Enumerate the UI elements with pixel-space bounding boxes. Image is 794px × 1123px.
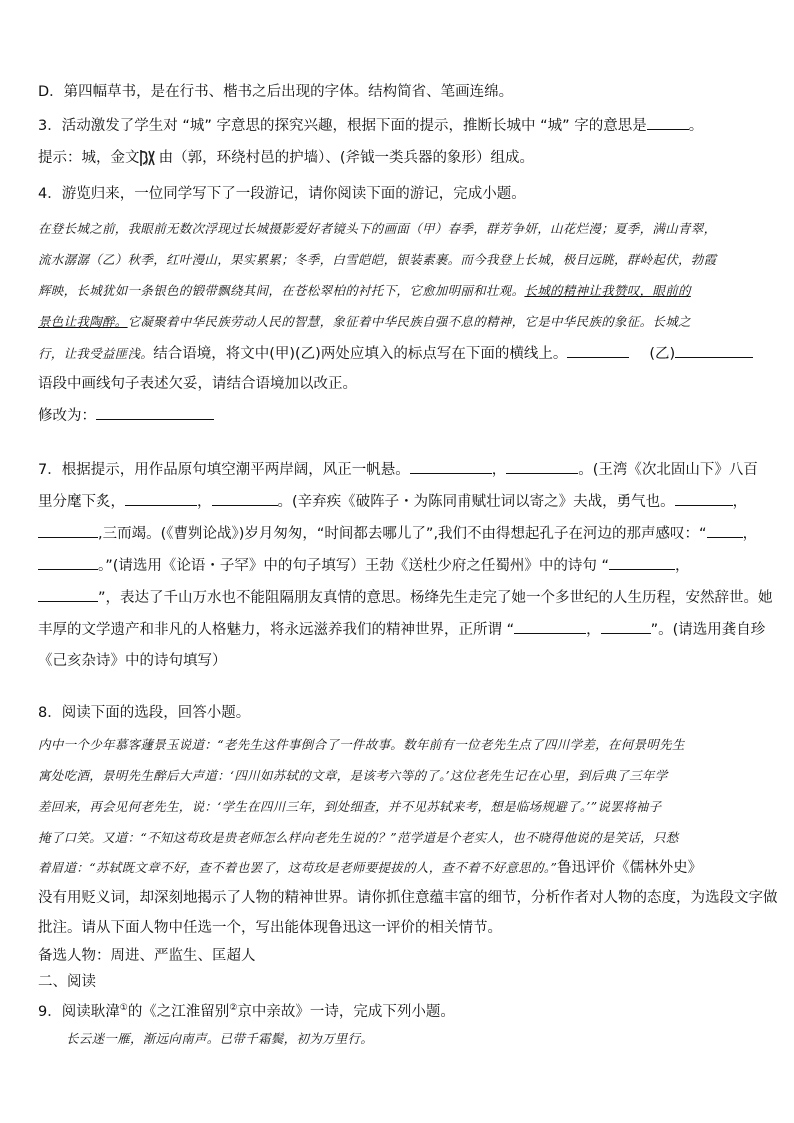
excerpt-line: 内中一个少年慕客蘧景玉说道：“老先生这件事倒合了一件故事。数年前有一位老先生点了四川学差，在何景明先生 [38, 737, 685, 752]
travel-note-line: 在登长城之前，我眼前无数次浮现过长城摄影爱好者镜头下的画面（甲）春季，群芳争妍，山花烂漫；夏季，满山青翠， [38, 221, 717, 236]
label-yi: (乙) [649, 346, 676, 362]
question-4-sub1: 结合语境，将文中(甲)(乙)两处应填入的标点写在下面的横线上。 [153, 346, 568, 362]
answer-blank[interactable] [609, 555, 675, 570]
answer-blank[interactable] [125, 491, 197, 506]
footnote-marker: ② [229, 1003, 238, 1013]
answer-blank[interactable] [601, 619, 651, 634]
poem-line: 长云迷一雁，渐远向南声。已带千霜鬓，初为万里行。 [66, 1031, 374, 1046]
question-4: 4．游览归来，一位同学写下了一段游记，请你阅读下面的游记，完成小题。 [38, 186, 526, 202]
excerpt-line: 掩了口笑。又道：“不知这苟玫是贵老师怎么样向老先生说的？”范学道是个老实人，也不晓得他说的是笑话，只愁 [38, 830, 679, 845]
revision-blank[interactable] [96, 405, 214, 420]
question-8: 8．阅读下面的选段，回答小题。 [38, 705, 251, 721]
travel-note-line [38, 281, 691, 301]
travel-note-text: 辉映，长城犹如一条银色的锻带飘绕其间，在苍松翠柏的衬托下，它愈加明丽和壮观。 [38, 283, 525, 298]
option-d-text: D．第四幅草书，是在行书、楷书之后出现的字体。结构简省、笔画连绵。 [38, 84, 514, 100]
footnote-marker: ① [119, 1003, 128, 1013]
excerpt-text: 着眉道：“苏轼既文章不好，查不着也罢了，这苟玫是老师要提拔的人，查不着不好意思的。” [38, 860, 558, 875]
answer-blank[interactable] [38, 523, 98, 538]
section-heading: 二、阅读 [38, 974, 96, 990]
underlined-sentence: 景色让我陶醉。 [38, 314, 128, 329]
travel-note-line [38, 343, 753, 364]
question-8-text: 批注。请从下面人物中任选一个，写出能体现鲁迅这一评价的相关情节。 [38, 920, 502, 936]
question-7-line [38, 491, 747, 512]
question-7-text: 。(王湾《次北固山下》八百 [578, 462, 758, 478]
candidate-characters: 备选人物：周进、严监生、匡超人 [38, 948, 256, 964]
question-9-text: 的《之江淮留别 [127, 1003, 230, 1020]
revision-line [38, 405, 214, 426]
question-8-text: 没有用贬义词，却深刻地揭示了人物的精神世界。请你抓住意蕴丰富的细节，分析作者对人物的态度，为选段文字做 [38, 890, 778, 906]
question-4-sub2: 语段中画线句子表述欠妥，请结合语境加以改正。 [38, 376, 357, 392]
answer-blank[interactable] [410, 459, 492, 474]
question-7-text: 丰厚的文学遗产和非凡的人格魅力，将永远滋养我们的精神世界，正所谓 “ [38, 622, 515, 638]
question-7-line [38, 459, 758, 480]
punctuation: ， [732, 494, 748, 510]
answer-blank[interactable] [707, 523, 743, 538]
answer-blank[interactable] [514, 619, 586, 634]
question-9-text: 京中亲故》一诗，完成下列小题。 [237, 1003, 455, 1020]
excerpt-line: 寓处吃酒，景明先生醉后大声道：‘四川如苏轼的文章，是该考六等的了。’这位老先生记在心里，到后典了三年学 [38, 768, 668, 783]
excerpt-line: 差回来，再会见何老先生，说：‘学生在四川三年，到处细查，并不见苏轼来考，想是临场规避了。’”说罢将袖子 [38, 799, 662, 814]
answer-blank-jia[interactable] [567, 343, 629, 358]
bronze-script-glyph-icon [137, 147, 157, 169]
answer-blank[interactable] [38, 587, 98, 602]
revision-label: 修改为： [38, 408, 96, 424]
question-7-line: 《己亥杂诗》中的诗句填写） [38, 653, 227, 669]
punctuation: ， [197, 494, 212, 510]
punctuation: ， [742, 526, 758, 542]
question-9 [38, 998, 455, 1022]
punctuation: 。 [688, 118, 704, 134]
punctuation: ， [491, 462, 507, 478]
question-7-text: ”，表达了千山万水也不能阻隔朋友真情的意思。杨绛先生走完了她一个多世纪的人生历程，安然辞世。她 [98, 590, 773, 606]
excerpt-line [38, 858, 702, 878]
question-7-line [38, 523, 757, 544]
question-7-text: 。(辛弃疾《破阵子・为陈同甫赋壮词以寄之》夫战，勇气也。 [277, 494, 675, 510]
travel-note-line: 流水潺潺（乙）秋季，红叶漫山，果实累累；冬季，白雪皑皑，银装素裹。而今我登上长城，极目远眺，群岭起伏，勃霞 [38, 252, 717, 267]
question-7-line [38, 587, 773, 608]
answer-blank[interactable] [212, 491, 278, 506]
travel-note-text: 它凝聚着中华民族劳动人民的智慧，象征着中华民族自强不息的精神，它是中华民族的象征。长城之 [127, 314, 691, 329]
question-3-text: 3．活动激发了学生对 “城” 字意思的探究兴趣，根据下面的提示，推断长城中 “城” 字的意思是 [38, 118, 647, 134]
question-7-text: 。”(请选用《论语・子罕》中的句子填写）王勃《送杜少府之任蜀州》中的诗句 “ [98, 558, 610, 574]
punctuation: ， [675, 558, 690, 574]
answer-blank[interactable] [675, 491, 733, 506]
question-7-text: ,三而竭。(《曹刿论战》)岁月匆匆，“时间都去哪儿了”,我们不由得想起孔子在河边的那声感叹：“ [98, 526, 707, 542]
punctuation: ， [586, 622, 601, 638]
answer-blank[interactable] [647, 115, 689, 130]
travel-note-line [38, 312, 691, 332]
hint-line: 提示：城，金文 ，由（郭，环绕村邑的护墙）、(斧钺一类兵器的象形）组成。 [38, 150, 535, 166]
answer-blank-yi[interactable] [675, 343, 753, 358]
hint-text [38, 148, 534, 168]
question-8-text: 鲁迅评价《儒林外史》 [557, 860, 703, 876]
question-7-line [38, 555, 690, 576]
travel-note-text: 行，让我受益匪浅。 [38, 346, 154, 361]
question-7-text: ”。(请选用龚自珍 [650, 622, 766, 638]
question-7-line [38, 619, 765, 640]
answer-blank[interactable] [506, 459, 578, 474]
question-7-text: 7．根据提示，用作品原句填空潮平两岸阔，风正一帆悬。 [38, 462, 410, 478]
question-7-text: 里分麾下炙， [38, 494, 125, 510]
question-9-text: 9．阅读耿湋 [38, 1003, 120, 1020]
answer-blank[interactable] [38, 555, 98, 570]
underlined-sentence: 长城的精神让我赞叹，眼前的 [524, 283, 691, 298]
question-3 [38, 115, 703, 136]
